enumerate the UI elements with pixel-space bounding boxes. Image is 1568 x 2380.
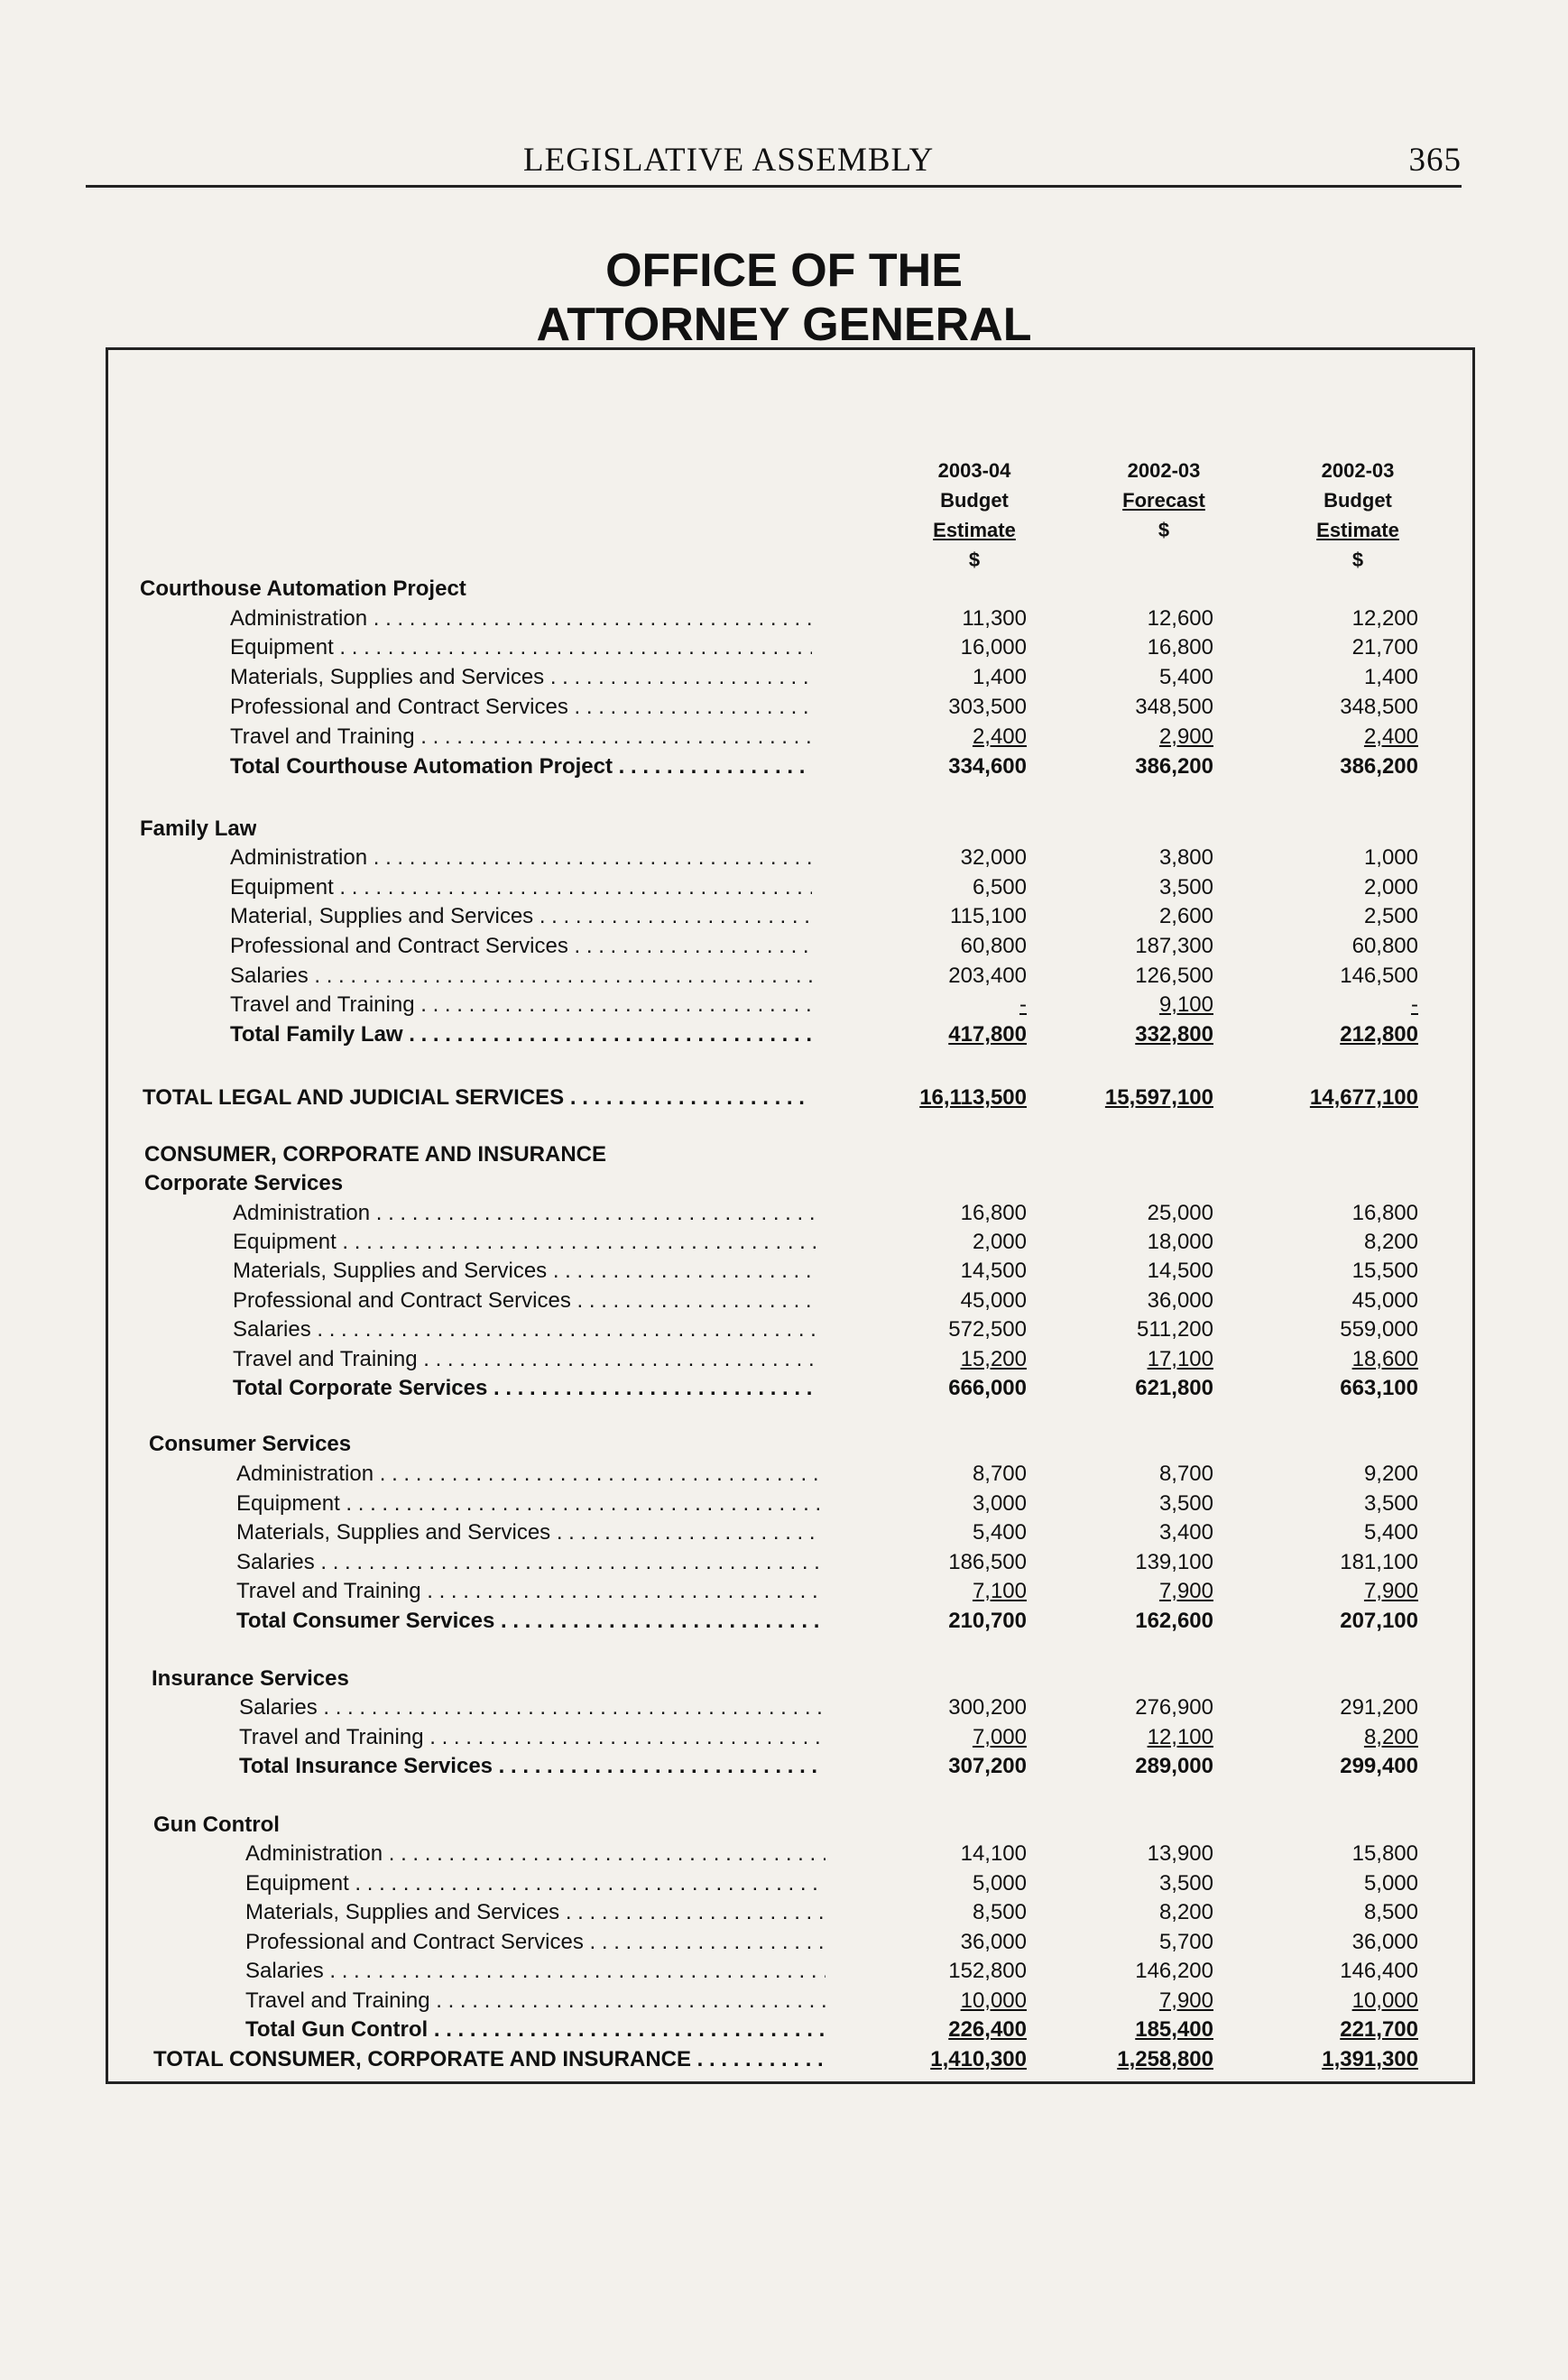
line-item-row [0, 1490, 1568, 1518]
column-header-2002-03-forecast: 2002-03 Forecast $ [1122, 459, 1205, 541]
title-line-2: ATTORNEY GENERAL [536, 299, 1032, 351]
line-item-row [0, 962, 1568, 991]
line-item-row [0, 1840, 1568, 1868]
section-heading-row [0, 575, 1568, 604]
amount-cell: 1,400 [972, 665, 1027, 689]
line-item-row [0, 873, 1568, 902]
amount-cell: 2,400 [972, 724, 1027, 749]
row-label: Family Law [140, 816, 257, 841]
amount-cell: 663,100 [1340, 1376, 1418, 1400]
row-label: Material, Supplies and Services . . . [230, 902, 812, 931]
amount-cell: 299,400 [1340, 1754, 1418, 1778]
amount-cell: 126,500 [1135, 964, 1213, 988]
amount-cell: 307,200 [948, 1754, 1027, 1778]
amount-cell: 2,400 [1363, 724, 1418, 749]
row-label: Professional and Contract Services . . . [230, 693, 812, 722]
amount-cell: 2,500 [1363, 904, 1418, 928]
line-item-row [0, 991, 1568, 1019]
amount-cell: 303,500 [948, 695, 1027, 719]
line-item-row [0, 1518, 1568, 1547]
row-label: Salaries . . . [239, 1693, 823, 1722]
amount-cell: 559,000 [1340, 1317, 1418, 1342]
amount-cell: 1,410,300 [930, 2047, 1027, 2071]
amount-cell: 276,900 [1135, 1695, 1213, 1720]
row-label: Professional and Contract Services . . . [245, 1928, 826, 1957]
running-header [86, 131, 1462, 188]
amount-cell: 203,400 [948, 964, 1027, 988]
amount-cell: 15,597,100 [1104, 1085, 1213, 1110]
row-label: Total Consumer Services . . . [236, 1607, 821, 1636]
grand-total-row [0, 1084, 1568, 1112]
amount-cell: 16,800 [1351, 1201, 1418, 1225]
amount-cell: 14,500 [960, 1259, 1027, 1283]
amount-cell: 15,800 [1351, 1841, 1418, 1866]
amount-cell: 1,258,800 [1117, 2047, 1213, 2071]
amount-cell: 2,600 [1158, 904, 1213, 928]
amount-cell: 12,600 [1147, 606, 1213, 631]
amount-cell: 7,900 [1158, 1988, 1213, 2013]
amount-cell: 10,000 [960, 1988, 1027, 2013]
line-item-row [0, 1228, 1568, 1257]
row-label: Total Family Law . . . [230, 1020, 812, 1049]
amount-cell: 5,000 [972, 1871, 1027, 1896]
amount-cell: 289,000 [1135, 1754, 1213, 1778]
total-row [0, 1020, 1568, 1049]
amount-cell: 417,800 [948, 1022, 1027, 1047]
grand-total-row [0, 2045, 1568, 2074]
amount-cell: 3,500 [1158, 1491, 1213, 1516]
row-label: Salaries . . . [233, 1315, 816, 1344]
amount-cell: 146,200 [1135, 1959, 1213, 1983]
amount-cell: 3,400 [1158, 1520, 1213, 1545]
amount-cell: 115,100 [950, 904, 1027, 928]
amount-cell: - [1019, 992, 1027, 1017]
amount-cell: 7,900 [1158, 1579, 1213, 1603]
amount-cell: 7,000 [972, 1725, 1027, 1749]
line-item-row [0, 902, 1568, 931]
amount-cell: 17,100 [1147, 1347, 1213, 1371]
line-item-row [0, 1257, 1568, 1286]
row-label: Total Insurance Services . . . [239, 1752, 823, 1781]
row-label: Insurance Services [152, 1666, 349, 1691]
amount-cell: 666,000 [948, 1376, 1027, 1400]
amount-cell: 212,800 [1340, 1022, 1418, 1047]
document-title [0, 244, 1568, 352]
amount-cell: 3,500 [1158, 875, 1213, 899]
amount-cell: 621,800 [1135, 1376, 1213, 1400]
row-label: Equipment . . . [230, 873, 812, 902]
row-label: Gun Control [153, 1813, 280, 1837]
line-item-row [0, 723, 1568, 752]
amount-cell: 3,500 [1158, 1871, 1213, 1896]
amount-cell: 11,300 [962, 606, 1027, 631]
amount-cell: 60,800 [1351, 934, 1418, 958]
line-item-row [0, 1460, 1568, 1489]
amount-cell: 152,800 [948, 1959, 1027, 1983]
section-heading-row [0, 1811, 1568, 1840]
amount-cell: 139,100 [1135, 1550, 1213, 1574]
amount-cell: 186,500 [948, 1550, 1027, 1574]
row-label: Salaries . . . [245, 1957, 826, 1986]
amount-cell: 2,900 [1158, 724, 1213, 749]
row-label: Materials, Supplies and Services . . . [233, 1257, 816, 1286]
amount-cell: 36,000 [960, 1930, 1027, 1954]
amount-cell: 14,100 [960, 1841, 1027, 1866]
row-label: Courthouse Automation Project [140, 577, 466, 601]
assembly-name: LEGISLATIVE ASSEMBLY [523, 142, 935, 179]
section-heading-row [0, 1140, 1568, 1169]
line-item-row [0, 1928, 1568, 1957]
row-label: Corporate Services [144, 1171, 344, 1195]
amount-cell: 5,400 [972, 1520, 1027, 1545]
amount-cell: 15,500 [1351, 1259, 1418, 1283]
amount-cell: 162,600 [1135, 1609, 1213, 1633]
section-heading-row [0, 815, 1568, 844]
row-label: Equipment . . . [236, 1490, 821, 1518]
row-label: Professional and Contract Services . . . [233, 1287, 816, 1315]
line-item-row [0, 1693, 1568, 1722]
amount-cell: 185,400 [1135, 2017, 1213, 2042]
amount-cell: 2,000 [1363, 875, 1418, 899]
amount-cell: 210,700 [948, 1609, 1027, 1633]
row-label: Total Gun Control . . . [245, 2016, 826, 2044]
row-label: Total Courthouse Automation Project . . . [230, 752, 812, 781]
amount-cell: - [1411, 992, 1418, 1017]
amount-cell: 14,677,100 [1309, 1085, 1418, 1110]
row-label: Total Corporate Services . . . [233, 1374, 816, 1403]
section-heading-row [0, 1169, 1568, 1198]
amount-cell: 16,800 [960, 1201, 1027, 1225]
row-label: Administration . . . [230, 604, 812, 633]
amount-cell: 9,200 [1363, 1462, 1418, 1486]
total-row [0, 752, 1568, 781]
line-item-row [0, 1987, 1568, 2016]
amount-cell: 511,200 [1137, 1317, 1213, 1342]
amount-cell: 45,000 [1351, 1288, 1418, 1313]
row-label: Equipment . . . [230, 633, 812, 662]
amount-cell: 7,100 [972, 1579, 1027, 1603]
amount-cell: 1,000 [1363, 845, 1418, 870]
line-item-row [0, 844, 1568, 872]
amount-cell: 12,200 [1351, 606, 1418, 631]
row-label: Administration . . . [230, 844, 812, 872]
row-label: Salaries . . . [230, 962, 812, 991]
line-item-row [0, 1577, 1568, 1606]
amount-cell: 25,000 [1147, 1201, 1213, 1225]
amount-cell: 8,500 [972, 1900, 1027, 1924]
amount-cell: 18,000 [1147, 1230, 1213, 1254]
amount-cell: 181,100 [1340, 1550, 1418, 1574]
line-item-row [0, 1723, 1568, 1752]
amount-cell: 386,200 [1340, 754, 1418, 779]
amount-cell: 1,391,300 [1322, 2047, 1418, 2071]
amount-cell: 187,300 [1135, 934, 1213, 958]
amount-cell: 8,200 [1363, 1725, 1418, 1749]
amount-cell: 7,900 [1363, 1579, 1418, 1603]
line-item-row [0, 663, 1568, 692]
row-label: Materials, Supplies and Services . . . [245, 1898, 826, 1927]
amount-cell: 2,000 [972, 1230, 1027, 1254]
total-row [0, 1374, 1568, 1403]
amount-cell: 300,200 [948, 1695, 1027, 1720]
row-label: Travel and Training . . . [236, 1577, 821, 1606]
row-label: TOTAL LEGAL AND JUDICIAL SERVICES . . . [143, 1084, 812, 1112]
amount-cell: 16,000 [960, 635, 1027, 660]
amount-cell: 3,500 [1363, 1491, 1418, 1516]
row-label: Salaries . . . [236, 1548, 821, 1577]
amount-cell: 146,400 [1340, 1959, 1418, 1983]
section-heading-row [0, 1430, 1568, 1459]
row-label: Administration . . . [236, 1460, 821, 1489]
amount-cell: 3,800 [1158, 845, 1213, 870]
amount-cell: 332,800 [1135, 1022, 1213, 1047]
amount-cell: 8,700 [1158, 1462, 1213, 1486]
amount-cell: 226,400 [948, 2017, 1027, 2042]
total-row [0, 1607, 1568, 1636]
amount-cell: 9,100 [1158, 992, 1213, 1017]
amount-cell: 14,500 [1147, 1259, 1213, 1283]
amount-cell: 36,000 [1147, 1288, 1213, 1313]
line-item-row [0, 1957, 1568, 1986]
amount-cell: 21,700 [1351, 635, 1418, 660]
page-number: 365 [1408, 142, 1462, 179]
line-item-row [0, 1199, 1568, 1228]
row-label: Travel and Training . . . [245, 1987, 826, 2016]
amount-cell: 5,000 [1363, 1871, 1418, 1896]
amount-cell: 18,600 [1351, 1347, 1418, 1371]
amount-cell: 291,200 [1340, 1695, 1418, 1720]
amount-cell: 386,200 [1135, 754, 1213, 779]
amount-cell: 207,100 [1340, 1609, 1418, 1633]
amount-cell: 3,000 [972, 1491, 1027, 1516]
row-label: Materials, Supplies and Services . . . [236, 1518, 821, 1547]
row-label: Travel and Training . . . [239, 1723, 823, 1752]
amount-cell: 1,400 [1363, 665, 1418, 689]
line-item-row [0, 1548, 1568, 1577]
amount-cell: 45,000 [960, 1288, 1027, 1313]
line-item-row [0, 1345, 1568, 1374]
row-label: Travel and Training . . . [230, 991, 812, 1019]
amount-cell: 16,113,500 [919, 1085, 1027, 1110]
amount-cell: 348,500 [1340, 695, 1418, 719]
row-label: Travel and Training . . . [233, 1345, 816, 1374]
amount-cell: 60,800 [960, 934, 1027, 958]
amount-cell: 348,500 [1135, 695, 1213, 719]
title-line-1: OFFICE OF THE [605, 244, 963, 297]
amount-cell: 8,200 [1158, 1900, 1213, 1924]
line-item-row [0, 604, 1568, 633]
total-row [0, 1752, 1568, 1781]
amount-cell: 8,700 [972, 1462, 1027, 1486]
amount-cell: 221,700 [1340, 2017, 1418, 2042]
line-item-row [0, 633, 1568, 662]
line-item-row [0, 693, 1568, 722]
row-label: TOTAL CONSUMER, CORPORATE AND INSURANCE . . . [153, 2045, 826, 2074]
amount-cell: 5,700 [1158, 1930, 1213, 1954]
amount-cell: 146,500 [1340, 964, 1418, 988]
amount-cell: 12,100 [1147, 1725, 1213, 1749]
row-label: Administration . . . [233, 1199, 816, 1228]
row-label: Consumer Services [149, 1432, 352, 1456]
line-item-row [0, 1869, 1568, 1898]
amount-cell: 16,800 [1147, 635, 1213, 660]
total-row [0, 2016, 1568, 2044]
line-item-row [0, 1898, 1568, 1927]
amount-cell: 5,400 [1158, 665, 1213, 689]
line-item-row [0, 932, 1568, 961]
line-item-row [0, 1287, 1568, 1315]
row-label: Administration . . . [245, 1840, 826, 1868]
row-label: CONSUMER, CORPORATE AND INSURANCE [144, 1142, 607, 1167]
column-header-2003-04-estimate: 2003-04 Budget Estimate $ [933, 459, 1016, 571]
amount-cell: 13,900 [1147, 1841, 1213, 1866]
amount-cell: 5,400 [1363, 1520, 1418, 1545]
amount-cell: 334,600 [948, 754, 1027, 779]
amount-cell: 8,500 [1363, 1900, 1418, 1924]
amount-cell: 10,000 [1351, 1988, 1418, 2013]
amount-cell: 15,200 [960, 1347, 1027, 1371]
row-label: Travel and Training . . . [230, 723, 812, 752]
row-label: Equipment . . . [245, 1869, 826, 1898]
amount-cell: 32,000 [960, 845, 1027, 870]
row-label: Materials, Supplies and Services . . . [230, 663, 812, 692]
amount-cell: 36,000 [1351, 1930, 1418, 1954]
row-label: Professional and Contract Services . . . [230, 932, 812, 961]
row-label: Equipment . . . [233, 1228, 816, 1257]
line-item-row [0, 1315, 1568, 1344]
section-heading-row [0, 1665, 1568, 1693]
column-header-2002-03-estimate: 2002-03 Budget Estimate $ [1316, 459, 1399, 571]
amount-cell: 6,500 [972, 875, 1027, 899]
amount-cell: 572,500 [948, 1317, 1027, 1342]
amount-cell: 8,200 [1363, 1230, 1418, 1254]
